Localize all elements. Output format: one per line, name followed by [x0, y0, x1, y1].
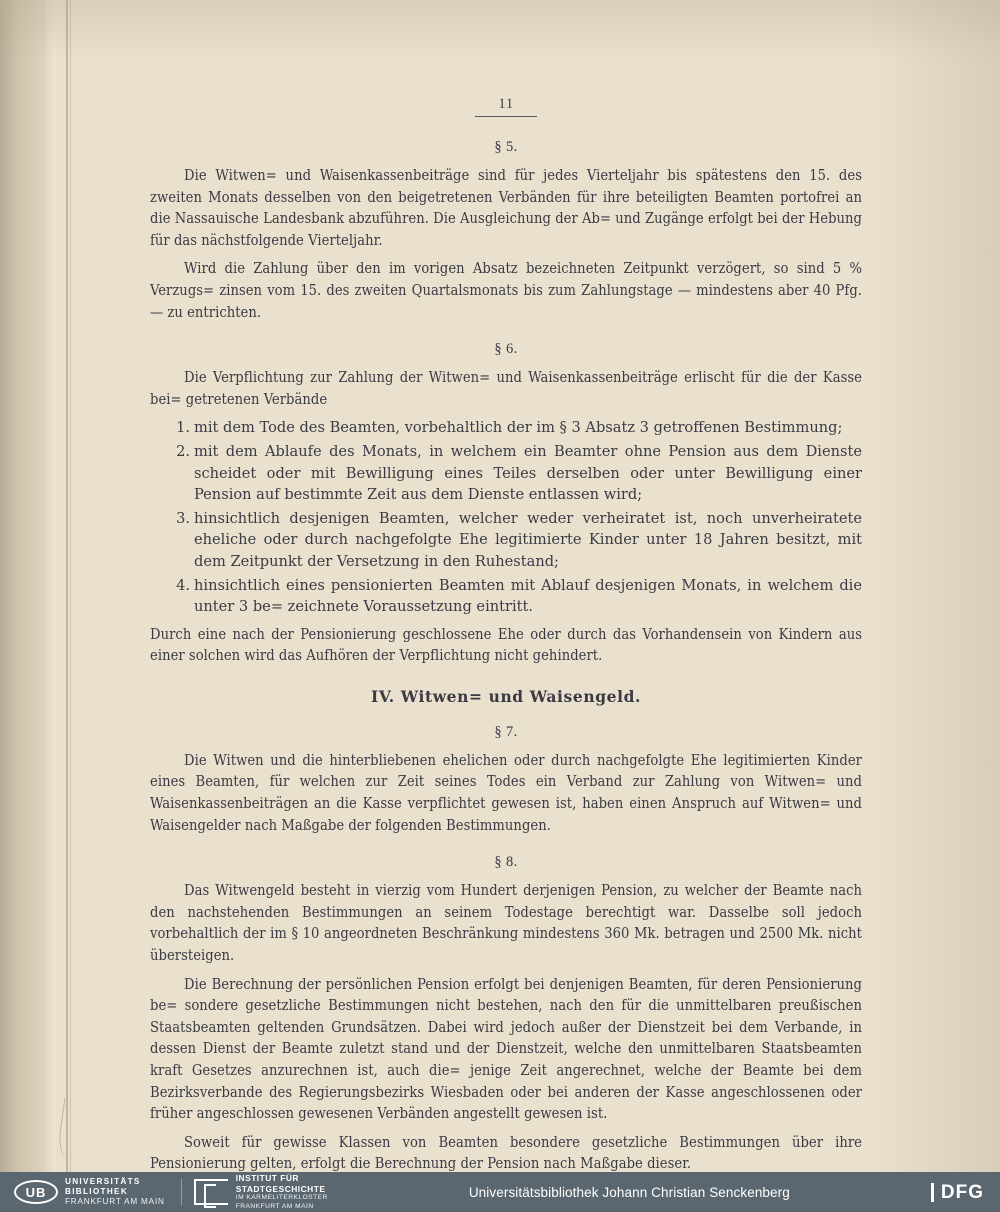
book-gutter-shadow [0, 0, 46, 1172]
binding-thread [56, 1098, 90, 1161]
section-heading-5: § 5. [494, 139, 518, 155]
paragraph: Die Verpflichtung zur Zahlung der Witwen= und Waisenkassenbeiträge erlischt für die der Kasse bei= getretenen Verbände [150, 369, 862, 408]
paragraph: Soweit für gewisse Klassen von Beamten besondere gesetzliche Bestimmungen über ihre Pensionierung gelten, erfolgt die Berechnung der Pension nach Maßgabe dieser. [150, 1133, 862, 1172]
page-edge-shadow-right [870, 0, 1000, 1172]
list-item: mit dem Ablaufe des Monats, in welchem ein Beamter ohne Pension aus dem Dienste scheidet oder mit Bewilligung eines Teiles derselben oder unter Bewilligung einer Pension auf bestimmte Zeit aus dem Dienste entlassen wird; [194, 442, 862, 504]
footer-logos [0, 1172, 328, 1212]
numbered-list [150, 417, 862, 617]
ub-line-2: BIBLIOTHEK [65, 1186, 129, 1196]
dfg-logo[interactable]: DFG [931, 1183, 984, 1202]
paragraph: Durch eine nach der Pensionierung geschlossene Ehe oder durch das Vorhandensein von Kindern aus einer solchen wird das Aufhören der Verpflichtung nicht gehindert. [150, 625, 862, 665]
book-gutter-edge [46, 0, 56, 1172]
section-heading-8: § 8. [494, 854, 518, 871]
ub-oval-icon: UB [14, 1180, 58, 1204]
ifs-line-1: INSTITUT FÜR [235, 1172, 299, 1183]
footer-divider [181, 1179, 182, 1205]
page-number-rule [475, 116, 537, 117]
ifs-line-2: STADTGESCHICHTE [235, 1183, 326, 1194]
list-item: hinsichtlich desjenigen Beamten, welcher weder verheiratet ist, noch unverheiratete eheliche oder durch nachgefolgte Ehe legitimierte Kinder unter 18 Jahren besitzt, mit dem Zeitpunkt der Versetzung in den Ruhestand; [194, 509, 862, 570]
section-heading-6: § 6. [494, 341, 518, 358]
list-item: mit dem Tode des Beamten, vorbehaltlich der im § 3 Absatz 3 getroffenen Bestimmung; [194, 419, 843, 437]
ub-logo[interactable] [0, 1172, 169, 1212]
institut-fuer-stadtgeschichte-logo[interactable] [194, 1172, 328, 1212]
list-item: hinsichtlich eines pensionierten Beamten mit Ablauf desjenigen Monats, in welchem die unter 3 be= zeichnete Voraussetzung eintritt. [194, 576, 862, 616]
library-name: Universitätsbibliothek Johann Christian Senckenberg [468, 1184, 790, 1200]
ifs-line-3: IM KARMELITERKLOSTER [235, 1194, 328, 1202]
page-text-column [150, 96, 862, 1172]
paragraph: Wird die Zahlung über den im vorigen Absatz bezeichneten Zeitpunkt verzögert, so sind 5 % Verzugs= zinsen vom 15. des zweiten Quartalsmonats bis zum Zahlungstage — mindestens aber 40 Pfg. — zu entrichten. [150, 260, 862, 321]
page-edge-shadow-top [0, 0, 1000, 60]
viewer-footer-bar [0, 1172, 1000, 1212]
paragraph: Das Witwengeld besteht in vierzig vom Hundert derjenigen Pension, zu welcher der Beamte nach den nachstehenden Bestimmungen an seinem Todestage berechtigt war. Dasselbe soll jedoch vorbehaltlich der im § 10 angeordneten Beschränkung mindestens 360 Mk. betragen und 2500 Mk. nicht übersteigen. [150, 882, 862, 965]
binding-line-secondary [70, 0, 71, 1172]
ifs-line-4: FRANKFURT AM MAIN [235, 1202, 314, 1210]
footer-right [931, 1183, 1000, 1202]
paragraph: Die Witwen= und Waisenkassenbeiträge sind für jedes Vierteljahr bis spätestens den 15. des zweiten Monats desselben von den beigetretenen Verbänden für ihre beteiligten Beamten portofrei an die Nassauische Landesbank abzuführen. Die Ausgleichung der Ab= und Zugänge erfolgt bei der Hebung für das nächstfolgende Vierteljahr. [150, 167, 862, 249]
part-heading: IV. Witwen= und Waisengeld. [370, 686, 642, 706]
binding-line [66, 0, 68, 1172]
ifs-logo-text [236, 1173, 328, 1211]
paragraph: Die Berechnung der persönlichen Pension erfolgt bei denjenigen Beamten, für deren Pensionierung be= sondere gesetzliche Bestimmungen nicht bestehen, nach den für die unmittelbaren preußischen Staatsbeamten geltenden Grundsätzen. Dabei wird jedoch außer der Dienstzeit bei dem Verbande, in dessen Dienst der Beamte zuletzt stand und der Dienstzeit, welche den unmittelbaren Staatsbeamten kraft Gesetzes anzurechnen ist, auch die= jenige Zeit angerechnet, welche der Beamte bei dem Bezirksverbande des Regierungsbezirks Wiesbaden oder bei anderen der Kasse angeschlossenen oder früher angeschlossen gewesenen Verbänden angestellt gewesen ist. [150, 975, 862, 1123]
paragraph: Die Witwen und die hinterbliebenen ehelichen oder durch nachgefolgte Ehe legitimierten Kinder eines Beamten, für welchen zur Zeit seines Todes ein Verband zur Zahlung von Witwen= und Waisenkassenbeiträgen an die Kasse verpflichtet gewesen ist, haben einen Anspruch auf Witwen= und Waisengelder nach Maßgabe der folgenden Bestimmungen. [150, 751, 862, 834]
book-mark-icon [194, 1179, 228, 1205]
ub-logo-text [65, 1177, 165, 1208]
ub-line-3: FRANKFURT AM MAIN [65, 1197, 165, 1207]
page-number: 11 [498, 96, 514, 112]
ub-line-1: UNIVERSITÄTS [65, 1176, 141, 1186]
section-heading-7: § 7. [494, 723, 518, 740]
